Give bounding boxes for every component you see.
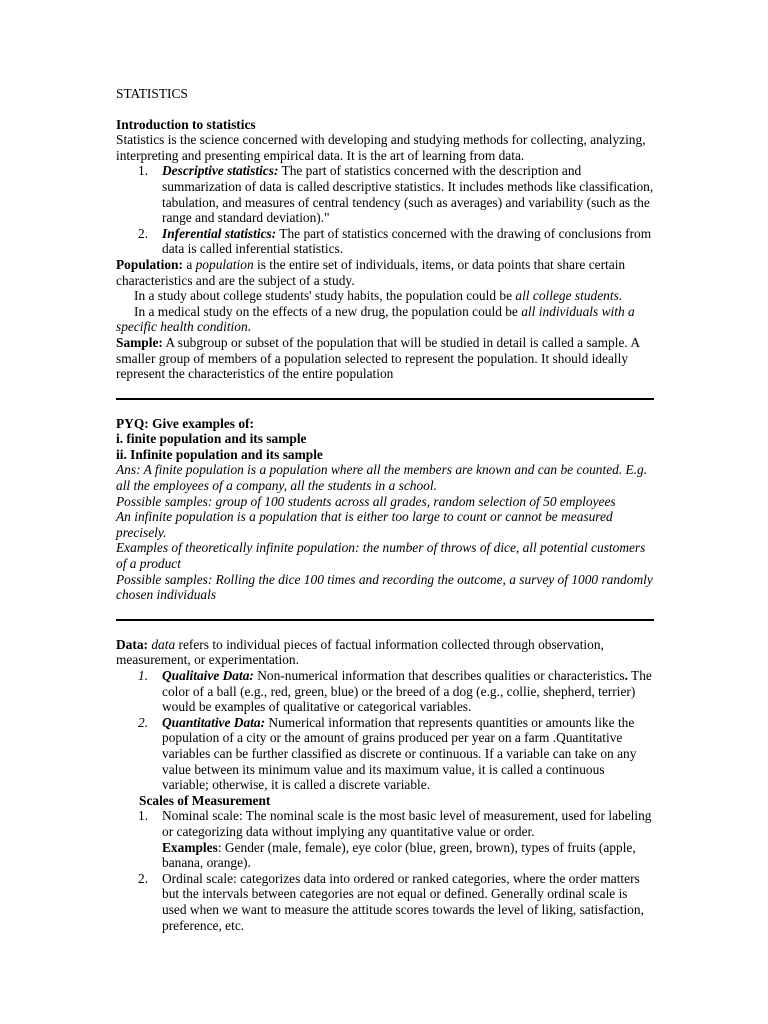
- list-text: Nominal scale: The nominal scale is the most basic level of measurement, used for labeling or categorizing data without implying any quantitative value or order.: [162, 808, 652, 839]
- list-term: Quantitative Data:: [162, 714, 266, 730]
- list-text: Numerical information that represents quantities or amounts like the population of a city or the amount of grains produced per year on a farm .Quantitative variables can be further classified as discrete or continuous. If a variable can take on any value between its minimum value and its maximum value, it is called a continuous variable; otherwise, it is called a discrete variable.: [162, 714, 637, 793]
- list-text: The part of statistics concerned with the drawing of conclusions from data is called inferential statistics.: [162, 225, 652, 257]
- list-number: 1.: [138, 668, 149, 683]
- list-number: 1.: [138, 808, 149, 824]
- population-pre: a: [182, 256, 196, 272]
- example-text: In a study about college students' study habits, the population could be: [134, 288, 516, 304]
- examples-label: Examples: [162, 839, 218, 855]
- scales-list: [116, 808, 654, 933]
- list-text: Ordinal scale: categorizes data into ordered or ranked categories, where the order matters but the intervals between categories are not equal or defined. Generally ordinal scale is used when we want to measure the attitude scores towards the level of liking, satisfaction, preference, etc.: [162, 870, 644, 933]
- list-number: 1.: [138, 163, 149, 179]
- list-text: Non-numerical information that describes qualities or characteristics: [253, 668, 625, 683]
- intro-paragraph: Statistics is the science concerned with developing and studying methods for collecting, analyzing, interpreting and presenting empirical data. It is the art of learning from data.: [116, 132, 646, 163]
- list-term: Qualitaive Data:: [162, 668, 254, 683]
- population-paragraph: [116, 257, 654, 288]
- pyq-answer-2: Possible samples: group of 100 students across all grades, random selection of 50 employees: [116, 493, 616, 509]
- example-emphasis: all individuals with a specific health condition: [116, 303, 635, 335]
- list-item: [116, 715, 654, 793]
- list-item: [116, 808, 654, 870]
- example-end: .: [618, 288, 623, 304]
- pyq-heading: PYQ: Give examples of:: [116, 415, 254, 431]
- data-paragraph: [116, 637, 654, 668]
- document-page: [116, 86, 654, 933]
- list-item: [116, 871, 654, 933]
- intro-list: [116, 163, 654, 257]
- sample-label: Sample:: [116, 334, 163, 350]
- pyq-answer-4: Examples of theoretically infinite population: the number of throws of dice, all potential customers of a product: [116, 540, 646, 572]
- data-types-list: [116, 668, 654, 793]
- list-text: The color of a ball (e.g., red, green, blue) or the breed of a dog (e.g., collie, shepherd, terrier) would be examples of qualitative or categorical variables.: [162, 668, 652, 715]
- population-example-1: [116, 288, 654, 304]
- list-number: 2.: [138, 714, 149, 730]
- sample-paragraph: [116, 335, 654, 382]
- list-text: The part of statistics concerned with the description and summarization of data is called descriptive statistics. It includes methods like classification, tabulation, and measures of central tendency (such as averages) and variability (such as the range and standard deviation).": [162, 163, 654, 226]
- example-emphasis: all college students: [515, 288, 619, 304]
- pyq-answer-3: An infinite population is a population that is either too large to count or cannot be measured precisely.: [116, 509, 613, 540]
- list-item: 1. Qualitaive Data: Non-numerical information that describes qualities or characteristics. The color of a ball (e.g., red, green, blue) or the breed of a dog (e.g., collie, shepherd, terrier) would be examples of qualitative or categorical variables.: [138, 668, 652, 715]
- scales-heading: Scales of Measurement: [139, 792, 271, 808]
- list-number: 2.: [138, 870, 149, 886]
- list-item: [116, 163, 654, 225]
- population-label: Population:: [116, 256, 183, 272]
- sample-definition: A subgroup or subset of the population that will be studied in detail is called a sample. A smaller group of members of a population selected to represent the population. It should ideally represent the characteristics of the entire population: [116, 334, 640, 382]
- pyq-line-1: i. finite population and its sample: [116, 431, 307, 447]
- population-term: population: [195, 256, 254, 272]
- list-number: 2.: [138, 225, 149, 241]
- list-term: Descriptive statistics:: [162, 163, 279, 179]
- data-label: Data:: [116, 636, 148, 652]
- document-title: STATISTICS: [116, 86, 188, 101]
- list-term: Inferential statistics:: [162, 225, 277, 241]
- pyq-line-2: ii. Infinite population and its sample: [116, 446, 323, 462]
- intro-heading: Introduction to statistics: [116, 116, 256, 132]
- population-example-2: [116, 304, 654, 335]
- data-term: data: [151, 636, 176, 652]
- list-item: [116, 226, 654, 257]
- examples-text: : Gender (male, female), eye color (blue, green, brown), types of fruits (apple, banana, orange).: [162, 839, 636, 871]
- population-definition: is the entire set of individuals, items, or data points that share certain characteristics and are the subject of a study.: [116, 256, 626, 288]
- data-definition: refers to individual pieces of factual information collected through observation, measurement, or experimentation.: [116, 636, 604, 668]
- section-divider: [116, 398, 654, 400]
- example-end: .: [247, 319, 252, 335]
- pyq-answer-5: Possible samples: Rolling the dice 100 times and recording the outcome, a survey of 1000 randomly chosen individuals: [116, 571, 653, 603]
- section-divider: [116, 619, 654, 621]
- example-text: In a medical study on the effects of a new drug, the population could be: [134, 303, 522, 319]
- pyq-answer-1: Ans: A finite population is a population where all the members are known and can be counted. E.g. all the employees of a company, all the students in a school.: [116, 462, 648, 494]
